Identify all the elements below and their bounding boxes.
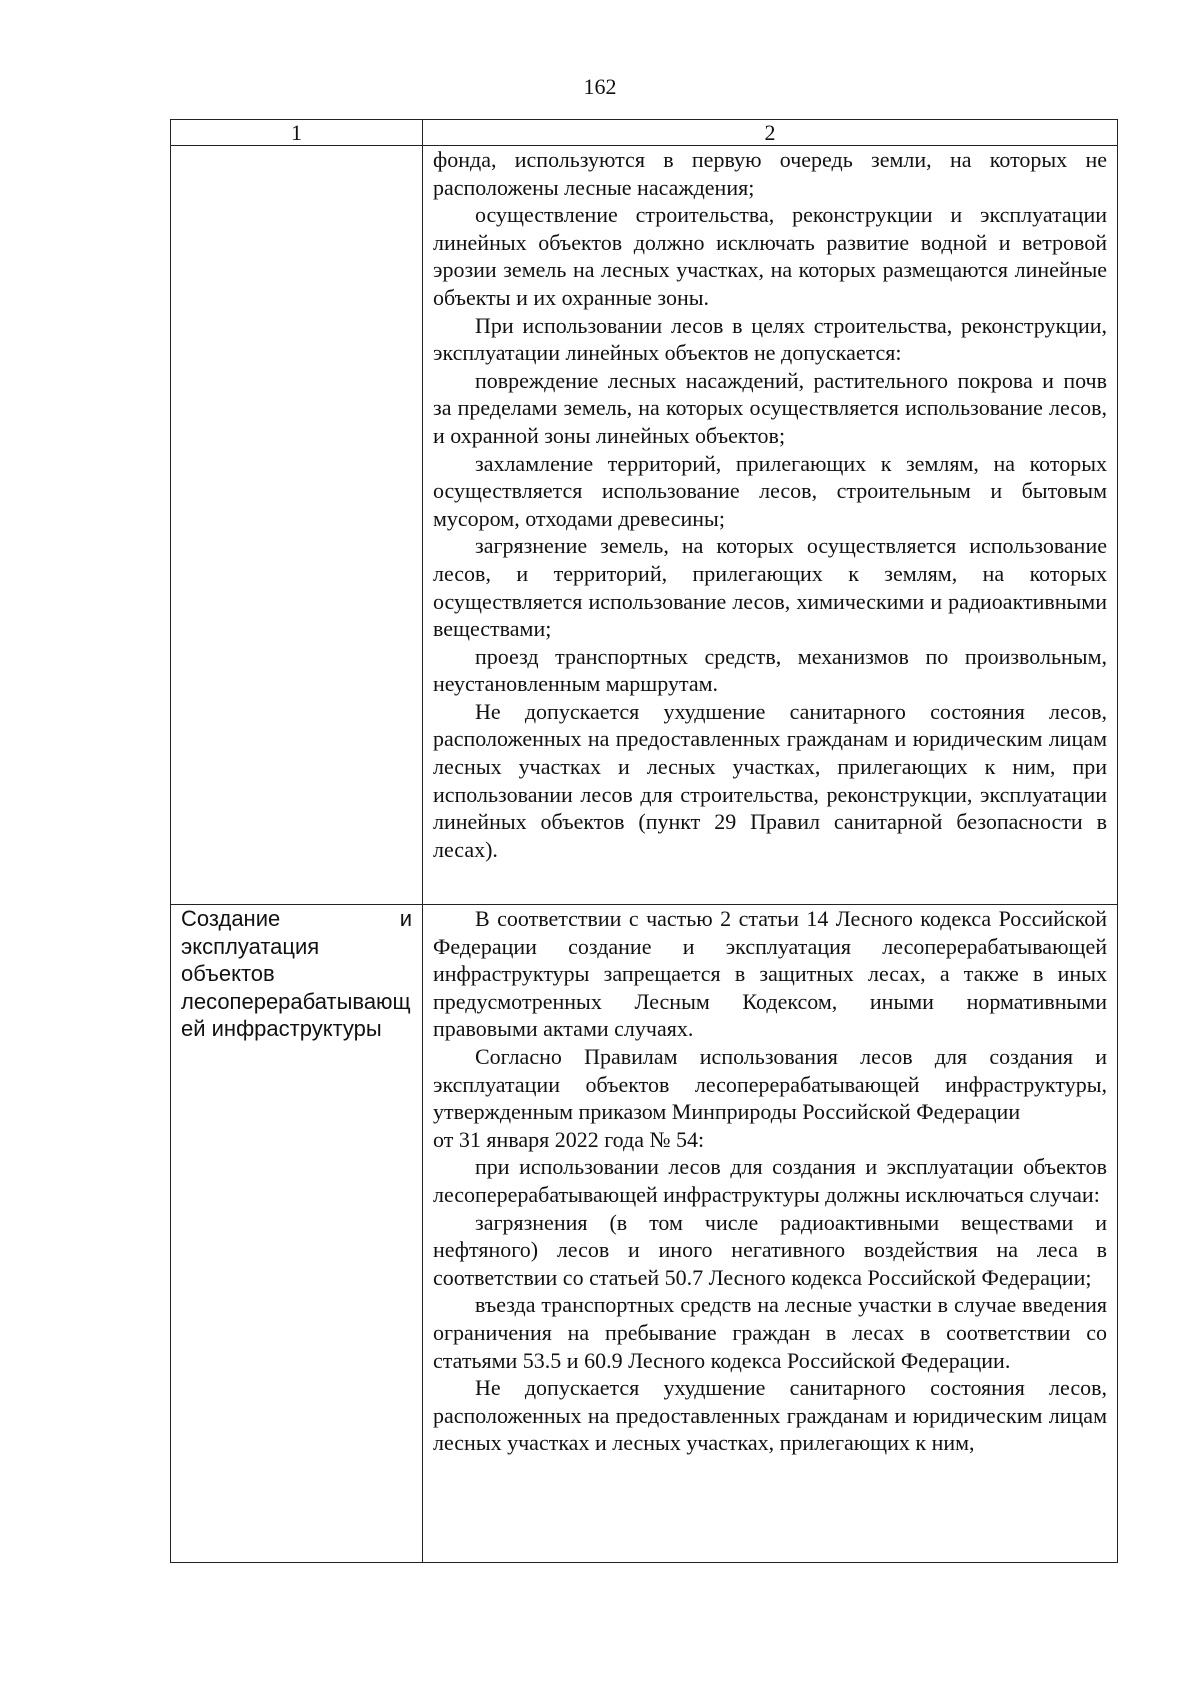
paragraph: захламление территорий, прилегающих к землям, на которых осуществляется использование лесов, строительным и бытовым мусором, отходами древесины;	[433, 450, 1107, 531]
paragraph: повреждение лесных насаждений, растительного покрова и почв за пределами земель, на которых осуществляется использование лесов, и охранной зоны линейных объектов;	[433, 367, 1107, 448]
table-header-row	[171, 120, 1118, 146]
paragraph: В соответствии с частью 2 статьи 14 Лесного кодекса Российской Федерации создание и эксплуатация лесоперерабатывающей инфраструктуры запрещается в защитных лесах, а также в иных предусмотренных Лесным Кодексом, иными нормативными правовыми актами случаях.	[433, 906, 1107, 1042]
page-number: 162	[583, 74, 617, 99]
paragraph: При использовании лесов в целях строительства, реконструкции, эксплуатации линейных объектов не допускается:	[433, 312, 1107, 366]
paragraph: от 31 января 2022 года № 54:	[433, 1126, 705, 1152]
table-row	[171, 146, 1118, 905]
paragraph: Согласно Правилам использования лесов для создания и эксплуатации объектов лесоперерабатывающей инфраструктуры, утвержденным приказом Минприроды Российской Федерации	[433, 1043, 1107, 1125]
paragraph: Не допускается ухудшение санитарного состояния лесов, расположенных на предоставленных гражданам и юридическим лицам лесных участках и лесных участках, прилегающих к ним,	[433, 1375, 1107, 1456]
paragraph: загрязнение земель, на которых осуществляется использование лесов, и территорий, прилегающих к землям, на которых осуществляется использование лесов, химическими и радиоактивными веществами;	[433, 533, 1107, 642]
row-heading-line1: Создание и	[181, 906, 412, 931]
row-content-cell	[423, 905, 1118, 1563]
paragraph: Не допускается ухудшение санитарного состояния лесов, расположенных на предоставленных гражданам и юридическим лицам лесных участках и лесных участках, прилегающих к ним, при использовании лесов для строительства, реконструкции, эксплуатации линейных объектов (пункт 29 Правил санитарной безопасности в лесах).	[433, 698, 1107, 862]
column-number-2: 2	[423, 120, 1118, 146]
paragraph: фонда, используются в первую очередь земли, на которых не расположены лесные насаждения;	[433, 147, 1107, 200]
column-number-1: 1	[171, 120, 423, 146]
row-content-cell	[423, 146, 1118, 905]
paragraph: въезда транспортных средств на лесные участки в случае введения ограничения на пребывание граждан в лесах в соответствии со статьями 53.5 и 60.9 Лесного кодекса Российской Федерации.	[433, 1292, 1107, 1373]
row-heading-cell	[171, 905, 423, 1563]
paragraph: осуществление строительства, реконструкции и эксплуатации линейных объектов должно исключать развитие водной и ветровой эрозии земель на лесных участках, на которых размещаются линейные объекты и их охранные зоны.	[433, 202, 1107, 310]
paragraph: загрязнения (в том числе радиоактивными веществами и нефтяного) лесов и иного негативного воздействия на леса в соответствии со статьей 50.7 Лесного кодекса Российской Федерации;	[433, 1209, 1107, 1290]
row-heading-cell-empty	[171, 146, 423, 905]
paragraph: при использовании лесов для создания и эксплуатации объектов лесоперерабатывающей инфраструктуры должны исключаться случаи:	[433, 1154, 1107, 1207]
table-row	[171, 905, 1118, 1563]
paragraph: проезд транспортных средств, механизмов по произвольным, неустановленным маршрутам.	[433, 643, 1107, 697]
row-heading-rest: эксплуатация объектов лесоперерабатывающ ей инфраструктуры	[181, 933, 411, 1042]
document-table	[170, 119, 1118, 1563]
